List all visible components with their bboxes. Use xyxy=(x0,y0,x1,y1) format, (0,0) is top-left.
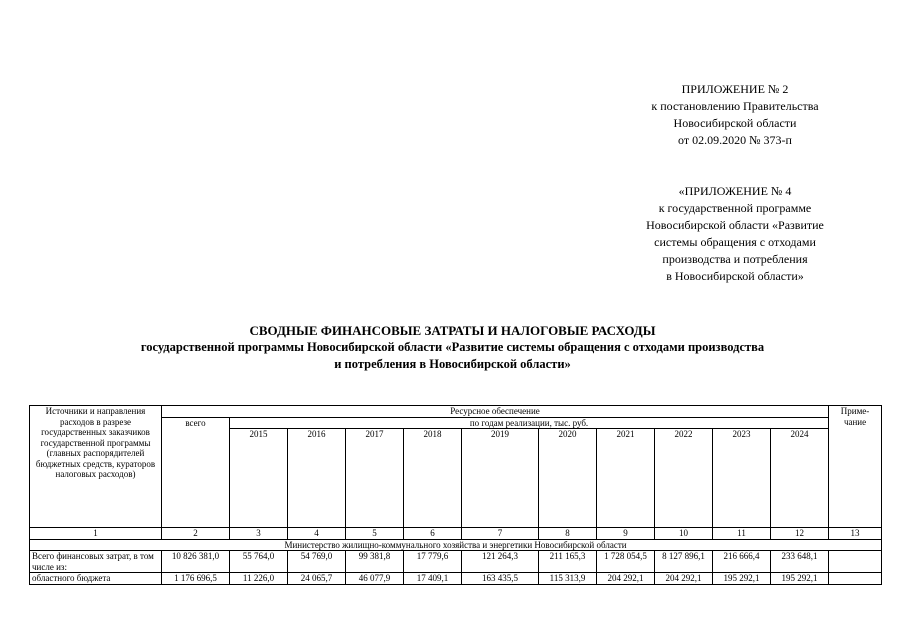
total-column-header: всего xyxy=(162,417,230,528)
appendix-main-line: к постановлению Правительства xyxy=(651,99,819,113)
column-numbers-row xyxy=(30,528,882,540)
year-header: 2024 xyxy=(771,429,829,528)
appendix-main-line: от 02.09.2020 № 373-п xyxy=(678,133,792,147)
row-label: Всего финансовых затрат, в том числе из: xyxy=(30,551,162,573)
year-header: 2020 xyxy=(539,429,597,528)
row-value: 211 165,3 xyxy=(539,551,597,573)
document-title xyxy=(30,322,875,373)
year-header: 2017 xyxy=(346,429,404,528)
appendix-main-block xyxy=(600,81,870,149)
year-header: 2023 xyxy=(713,429,771,528)
column-number: 12 xyxy=(771,528,829,540)
column-number: 4 xyxy=(288,528,346,540)
row-note xyxy=(829,573,882,585)
column-number: 6 xyxy=(404,528,462,540)
row-value: 24 065,7 xyxy=(288,573,346,585)
row-value: 55 764,0 xyxy=(230,551,288,573)
row-value: 195 292,1 xyxy=(771,573,829,585)
year-header: 2021 xyxy=(597,429,655,528)
year-header: 2019 xyxy=(462,429,539,528)
year-header: 2016 xyxy=(288,429,346,528)
year-header: 2015 xyxy=(230,429,288,528)
row-value: 204 292,1 xyxy=(655,573,713,585)
ministry-row xyxy=(30,539,882,551)
appendix-program-line: «ПРИЛОЖЕНИЕ № 4 xyxy=(678,184,792,198)
column-number: 3 xyxy=(230,528,288,540)
row-value: 46 077,9 xyxy=(346,573,404,585)
column-number: 8 xyxy=(539,528,597,540)
row-value: 163 435,5 xyxy=(462,573,539,585)
appendix-main-line: ПРИЛОЖЕНИЕ № 2 xyxy=(681,82,789,96)
row-value: 1 728 054,5 xyxy=(597,551,655,573)
header-row-1 xyxy=(30,406,882,418)
title-line-3: и потребления в Новосибирской области» xyxy=(334,357,571,371)
table-row xyxy=(30,573,882,585)
appendix-program-block xyxy=(585,183,885,285)
title-line-2: государственной программы Новосибирской области «Развитие системы обращения с отходами производства xyxy=(140,340,765,354)
column-number: 11 xyxy=(713,528,771,540)
column-number: 5 xyxy=(346,528,404,540)
row-total: 10 826 381,0 xyxy=(162,551,230,573)
row-value: 54 769,0 xyxy=(288,551,346,573)
financial-costs-table xyxy=(29,405,882,585)
appendix-program-line: производства и потребления xyxy=(662,252,808,266)
year-header: 2018 xyxy=(404,429,462,528)
column-number: 9 xyxy=(597,528,655,540)
resource-header: Ресурсное обеспечение xyxy=(162,406,829,418)
row-value: 195 292,1 xyxy=(713,573,771,585)
appendix-program-line: Новосибирской области «Развитие xyxy=(646,218,824,232)
table-row xyxy=(30,551,882,573)
row-value: 115 313,9 xyxy=(539,573,597,585)
row-value: 121 264,3 xyxy=(462,551,539,573)
column-number: 13 xyxy=(829,528,882,540)
row-value: 216 666,4 xyxy=(713,551,771,573)
note-column-header: Приме- чание xyxy=(829,406,882,528)
by-years-header: по годам реализации, тыс. руб. xyxy=(230,417,829,429)
row-value: 233 648,1 xyxy=(771,551,829,573)
year-header: 2022 xyxy=(655,429,713,528)
row-value: 11 226,0 xyxy=(230,573,288,585)
column-number: 1 xyxy=(30,528,162,540)
column-number: 7 xyxy=(462,528,539,540)
ministry-name: Министерство жилищно-коммунального хозяйства и энергетики Новосибирской области xyxy=(30,539,882,551)
column-number: 2 xyxy=(162,528,230,540)
column-number: 10 xyxy=(655,528,713,540)
row-value: 17 409,1 xyxy=(404,573,462,585)
row-value: 17 779,6 xyxy=(404,551,462,573)
row-note xyxy=(829,551,882,573)
row-value: 204 292,1 xyxy=(597,573,655,585)
appendix-program-line: системы обращения с отходами xyxy=(654,235,816,249)
row-value: 99 381,8 xyxy=(346,551,404,573)
appendix-program-line: к государственной программе xyxy=(658,201,812,215)
appendix-program-line: в Новосибирской области» xyxy=(666,269,804,283)
row-total: 1 176 696,5 xyxy=(162,573,230,585)
sources-column-header: Источники и направления расходов в разрезе государственных заказчиков государственной программы (главных распорядителей бюджетных средств, кураторов налоговых расходов) xyxy=(30,406,162,528)
row-value: 8 127 896,1 xyxy=(655,551,713,573)
appendix-main-line: Новосибирской области xyxy=(673,116,797,130)
title-line-1: СВОДНЫЕ ФИНАНСОВЫЕ ЗАТРАТЫ И НАЛОГОВЫЕ РАСХОДЫ xyxy=(249,323,656,338)
row-label: областного бюджета xyxy=(30,573,162,585)
